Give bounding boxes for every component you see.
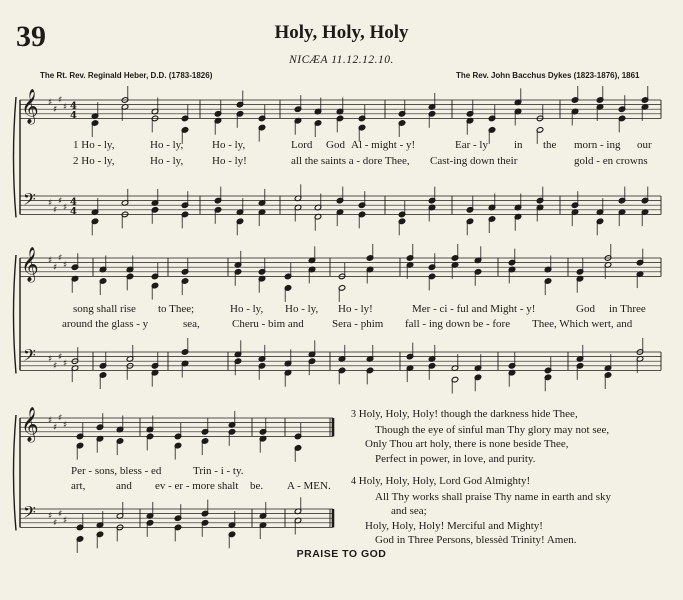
lyric-syllable: Ho - ly,	[230, 303, 264, 315]
lyric-syllable: be.	[250, 480, 264, 492]
sharp-sign: ♯	[63, 420, 68, 431]
sharp-sign: ♯	[53, 361, 58, 372]
sharp-sign: ♯	[48, 354, 53, 365]
hymn-title: Holy, Holy, Holy	[274, 22, 409, 43]
time-signature-top: 4	[70, 101, 77, 112]
sharp-sign: ♯	[48, 98, 53, 108]
sharp-sign: ♯	[58, 352, 63, 363]
section-footer: PRAISE TO GOD	[296, 548, 387, 560]
lyric-syllable: all the saints a - dore Thee,	[291, 155, 410, 167]
stanza-line: and sea;	[391, 505, 427, 517]
sharp-sign: ♯	[58, 413, 63, 424]
lyric-syllable: morn - ing	[574, 139, 621, 151]
sharp-sign: ♯	[53, 262, 58, 273]
stanza-line: Holy, Holy, Holy! Merciful and Mighty!	[365, 519, 543, 532]
lyric-syllable: Cast-ing down their	[430, 155, 518, 167]
lyric-syllable: Ho - ly,	[212, 139, 246, 151]
lyric-syllable: Ho - ly,	[150, 155, 184, 167]
treble-clef: 𝄞	[21, 407, 39, 442]
lyric-syllable: Sera - phim	[332, 318, 384, 330]
sharp-sign: ♯	[63, 516, 68, 527]
lyric-syllable: to Thee;	[158, 303, 195, 315]
lyric-syllable: Ear - ly	[455, 139, 488, 151]
stanza-number: 3	[351, 409, 356, 420]
sharp-sign: ♯	[63, 260, 68, 271]
time-signature-bottom: 4	[70, 206, 77, 218]
lyric-syllable: and	[116, 480, 132, 492]
lyric-syllable: art,	[71, 480, 86, 492]
lyric-syllable: Lord	[291, 139, 313, 151]
brace	[14, 255, 17, 373]
lyric-syllable: 1 Ho - ly,	[73, 139, 115, 151]
bass-clef: 𝄢	[23, 345, 36, 369]
lyric-syllable: A - MEN.	[287, 480, 331, 492]
stanza-4	[351, 474, 611, 548]
stanza-line: Holy, Holy, Holy! though the darkness hide Thee,	[358, 408, 578, 420]
brace	[14, 415, 17, 530]
brace	[14, 97, 17, 217]
lyric-syllable: Ho - ly,	[285, 303, 319, 315]
stanza-line: All Thy works shall praise Thy name in earth and sky	[375, 490, 612, 503]
stanza-number: 4	[351, 476, 356, 487]
lyric-syllable: God	[576, 303, 595, 315]
treble-clef: 𝄞	[21, 89, 39, 124]
lyric-syllable: ev - er - more shalt	[155, 480, 239, 492]
lyric-syllable: Ho - ly!	[338, 303, 373, 315]
sharp-sign: ♯	[53, 518, 58, 529]
stanza-3	[351, 407, 609, 466]
stanza-line: Only Thou art holy, there is none beside Thee,	[365, 438, 569, 450]
lyric-syllable: Al - might - y!	[351, 139, 416, 151]
lyric-syllable: our	[637, 139, 652, 151]
lyric-syllable: Trin - i - ty.	[193, 465, 244, 477]
lyric-syllable: around the glass - y	[62, 318, 149, 330]
stanza-line: Holy, Holy, Holy, Lord God Almighty!	[358, 475, 531, 487]
words-credit: The Rt. Rev. Reginald Heber, D.D. (1783-1826)	[40, 71, 213, 80]
lyric-syllable: Thee, Which wert, and	[532, 318, 633, 330]
bass-clef: 𝄢	[23, 502, 36, 526]
lyric-syllable: fall - ing down be - fore	[405, 318, 511, 330]
lyric-syllable: in	[514, 139, 523, 151]
bass-clef: 𝄢	[23, 189, 36, 213]
sharp-sign: ♯	[48, 198, 53, 209]
hymn-number: 39	[16, 20, 46, 53]
lyric-syllable: Ho - ly,	[150, 139, 184, 151]
lyric-syllable: gold - en crowns	[574, 155, 648, 167]
lyric-syllable: the	[543, 139, 557, 151]
sharp-sign: ♯	[58, 95, 63, 106]
stanza-line: God in Three Persons, blessèd Trinity! Amen.	[375, 534, 577, 546]
sharp-sign: ♯	[58, 253, 63, 264]
lyric-syllable: sea,	[183, 318, 200, 330]
tune-name: NICÆA 11.12.12.10.	[289, 54, 394, 66]
sharp-sign: ♯	[63, 203, 68, 214]
sharp-sign: ♯	[48, 416, 53, 426]
sharp-sign: ♯	[53, 205, 58, 216]
lyric-syllable: Per - sons, bless - ed	[71, 465, 162, 477]
sharp-sign: ♯	[48, 511, 53, 522]
sharp-sign: ♯	[58, 509, 63, 520]
time-signature-bottom: 4	[70, 110, 77, 122]
music-credit: The Rev. John Bacchus Dykes (1823-1876), 1861	[456, 71, 640, 80]
lyric-syllable: Cheru - bim and	[232, 318, 304, 330]
sharp-sign: ♯	[58, 196, 63, 207]
lyric-syllable: Ho - ly!	[212, 155, 247, 167]
time-signature-top: 4	[70, 197, 77, 208]
sharp-sign: ♯	[53, 422, 58, 433]
sharp-sign: ♯	[53, 104, 58, 115]
sharp-sign: ♯	[63, 359, 68, 370]
lyric-syllable: God	[326, 139, 345, 151]
stanza-line: Though the eye of sinful man Thy glory may not see,	[375, 423, 610, 436]
lyric-syllable: in Three	[609, 303, 646, 315]
treble-clef: 𝄞	[21, 247, 39, 282]
lyric-syllable: song shall rise	[73, 303, 136, 315]
lyric-syllable: 2 Ho - ly,	[73, 155, 115, 167]
lyric-syllable: Mer - ci - ful and Might - y!	[412, 303, 536, 315]
sharp-sign: ♯	[48, 256, 53, 266]
stanza-line: Perfect in power, in love, and purity.	[375, 452, 536, 465]
sharp-sign: ♯	[63, 102, 68, 113]
